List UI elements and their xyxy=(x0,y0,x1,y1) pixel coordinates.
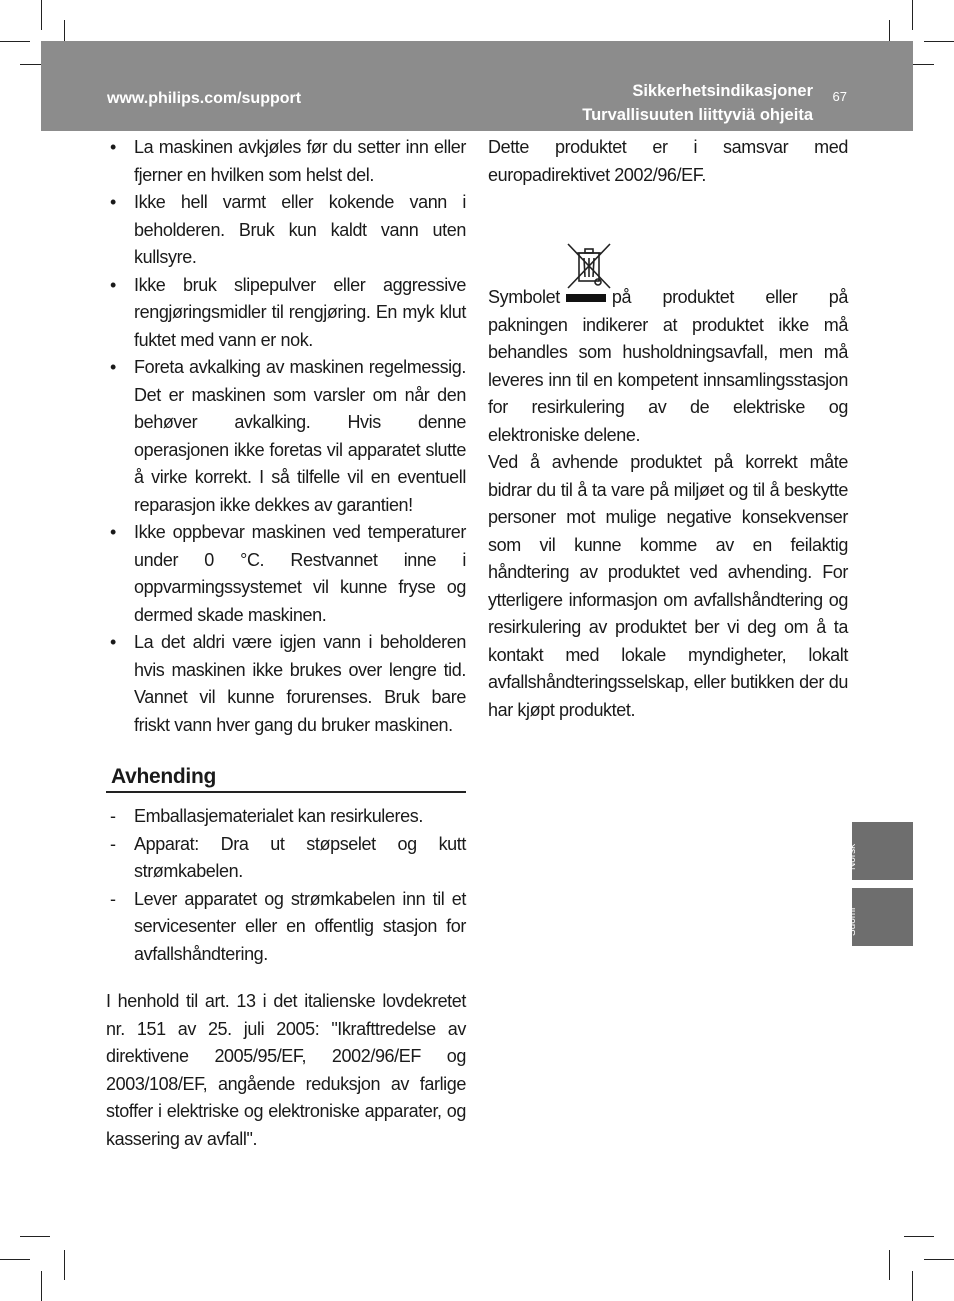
disposal-paragraph: Ved å avhende produktet på korrekt måte bidrar du til å ta vare på miljøet og til å beskytte personer mot mulige negative konsekvenser som vil kunne komme av en feilaktig håndtering av produktet ved avhending. For ytterligere informasjon om avfallshåndtering og resirkulering av produktet ber vi deg om å ta kontakt med lokale myndigheter, lokalt avfallshåndteringsselskap, eller butikken der du har kjøpt produktet. xyxy=(488,452,848,720)
list-item xyxy=(106,189,466,272)
crop-mark xyxy=(0,1259,30,1260)
section-title-finnish: Turvallisuuten liittyviä ohjeita xyxy=(582,106,813,124)
safety-bullet-list xyxy=(106,134,466,739)
weee-bar-icon xyxy=(566,294,606,302)
list-item-text: Ikke oppbevar maskinen ved temperaturer under 0 °C. Restvannet inne i oppvarmingssystemet vil kunne fryse og dermed skade maskinen. xyxy=(134,522,466,625)
list-item-text: La maskinen avkjøles før du setter inn eller fjerner en hvilken som helst del. xyxy=(134,137,466,185)
list-item xyxy=(106,803,466,831)
tab-suomi[interactable] xyxy=(847,888,913,946)
crop-mark xyxy=(912,0,913,30)
list-item xyxy=(106,629,466,739)
crop-mark xyxy=(912,1271,913,1301)
legal-paragraph: I henhold til art. 13 i det italienske lovdekretet nr. 151 av 25. juli 2005: "Ikrafttredelse av direktivene 2005/95/EF, 2002/96/EF og 2003/108/EF, angående reduksjon av farlige stoffer i elektriske og elektroniske apparater, og kassering av avfall". xyxy=(106,991,466,1149)
crop-mark xyxy=(924,41,954,42)
bullet-mark: • xyxy=(110,632,116,652)
bullet-mark: • xyxy=(110,137,116,157)
support-url[interactable]: www.philips.com/support xyxy=(107,90,302,107)
crop-mark xyxy=(20,1236,50,1237)
crop-mark xyxy=(64,1250,65,1280)
conformity-paragraph: Dette produktet er i samsvar med europadirektivet 2002/96/EF. xyxy=(488,137,848,185)
weee-symbol-wrap xyxy=(488,189,848,284)
crop-mark xyxy=(0,41,30,42)
list-item xyxy=(106,519,466,629)
dash-mark: - xyxy=(110,833,116,854)
crop-mark xyxy=(889,1250,890,1280)
page-header xyxy=(41,41,913,131)
list-item-text: Ikke hell varmt eller kokende vann i beholderen. Bruk kun kaldt vann uten kullsyre. xyxy=(134,192,466,267)
tab-label-norsk: Norsk xyxy=(847,843,858,870)
symbol-lead: Symbolet xyxy=(488,287,560,307)
list-item-text: La det aldri være igjen vann i beholderen hvis maskinen ikke brukes over lengre tid. Vannet vil kunne forurenses. Bruk bare friskt vann hver gang du bruker maskinen. xyxy=(134,632,466,735)
crop-mark xyxy=(924,1259,954,1260)
bullet-mark: • xyxy=(110,274,116,295)
bullet-mark: • xyxy=(110,522,116,542)
list-item-text: Emballasjematerialet kan resirkuleres. xyxy=(134,806,423,826)
crop-mark xyxy=(41,0,42,30)
list-item-text: Ikke bruk slipepulver eller aggressive rengjøringsmidler til rengjøring. En myk klut fuktet med vann er nok. xyxy=(134,274,466,350)
right-column xyxy=(488,134,848,724)
section-title-norwegian: Sikkerhetsindikasjoner xyxy=(632,82,813,100)
list-item-text: Foreta avkalking av maskinen regelmessig. Det er maskinen som varsler om når den behøver avkalking. Hvis denne operasjonen ikke foretas vil apparatet slutte å virke korrekt. I så tilfelle vil en eventuell reparasjon ikke dekkes av garantien! xyxy=(134,357,466,515)
list-item-text: Lever apparatet og strømkabelen inn til et servicesenter eller en offentlig stasjon for avfallshåndtering. xyxy=(134,888,466,964)
crop-mark xyxy=(904,1236,934,1237)
page-number: 67 xyxy=(832,89,847,104)
left-column xyxy=(106,134,466,1153)
section-title xyxy=(582,79,813,127)
list-item xyxy=(106,831,466,886)
list-item xyxy=(106,354,466,519)
bullet-mark: • xyxy=(110,192,116,212)
disposal-dash-list xyxy=(106,803,466,968)
section-heading-avhending: Avhending xyxy=(106,763,466,793)
crop-mark xyxy=(41,1271,42,1301)
list-item-text: Apparat: Dra ut støpselet og kutt strømkabelen. xyxy=(134,833,466,881)
dash-mark: - xyxy=(110,888,116,909)
dash-mark: - xyxy=(110,806,116,826)
list-item xyxy=(106,272,466,355)
symbol-text: på produktet eller på pakningen indikerer at produktet ikke må behandles som husholdningsavfall, men må leveres inn til en kompetent innsamlingsstasjon for resirkulering av de elektriske og elektroniske delene. xyxy=(488,287,848,445)
list-item xyxy=(106,134,466,189)
tab-norsk[interactable] xyxy=(847,822,913,880)
list-item xyxy=(106,886,466,969)
bullet-mark: • xyxy=(110,357,116,377)
symbol-paragraph xyxy=(488,284,848,449)
tab-label-suomi: Suomi xyxy=(847,907,858,936)
